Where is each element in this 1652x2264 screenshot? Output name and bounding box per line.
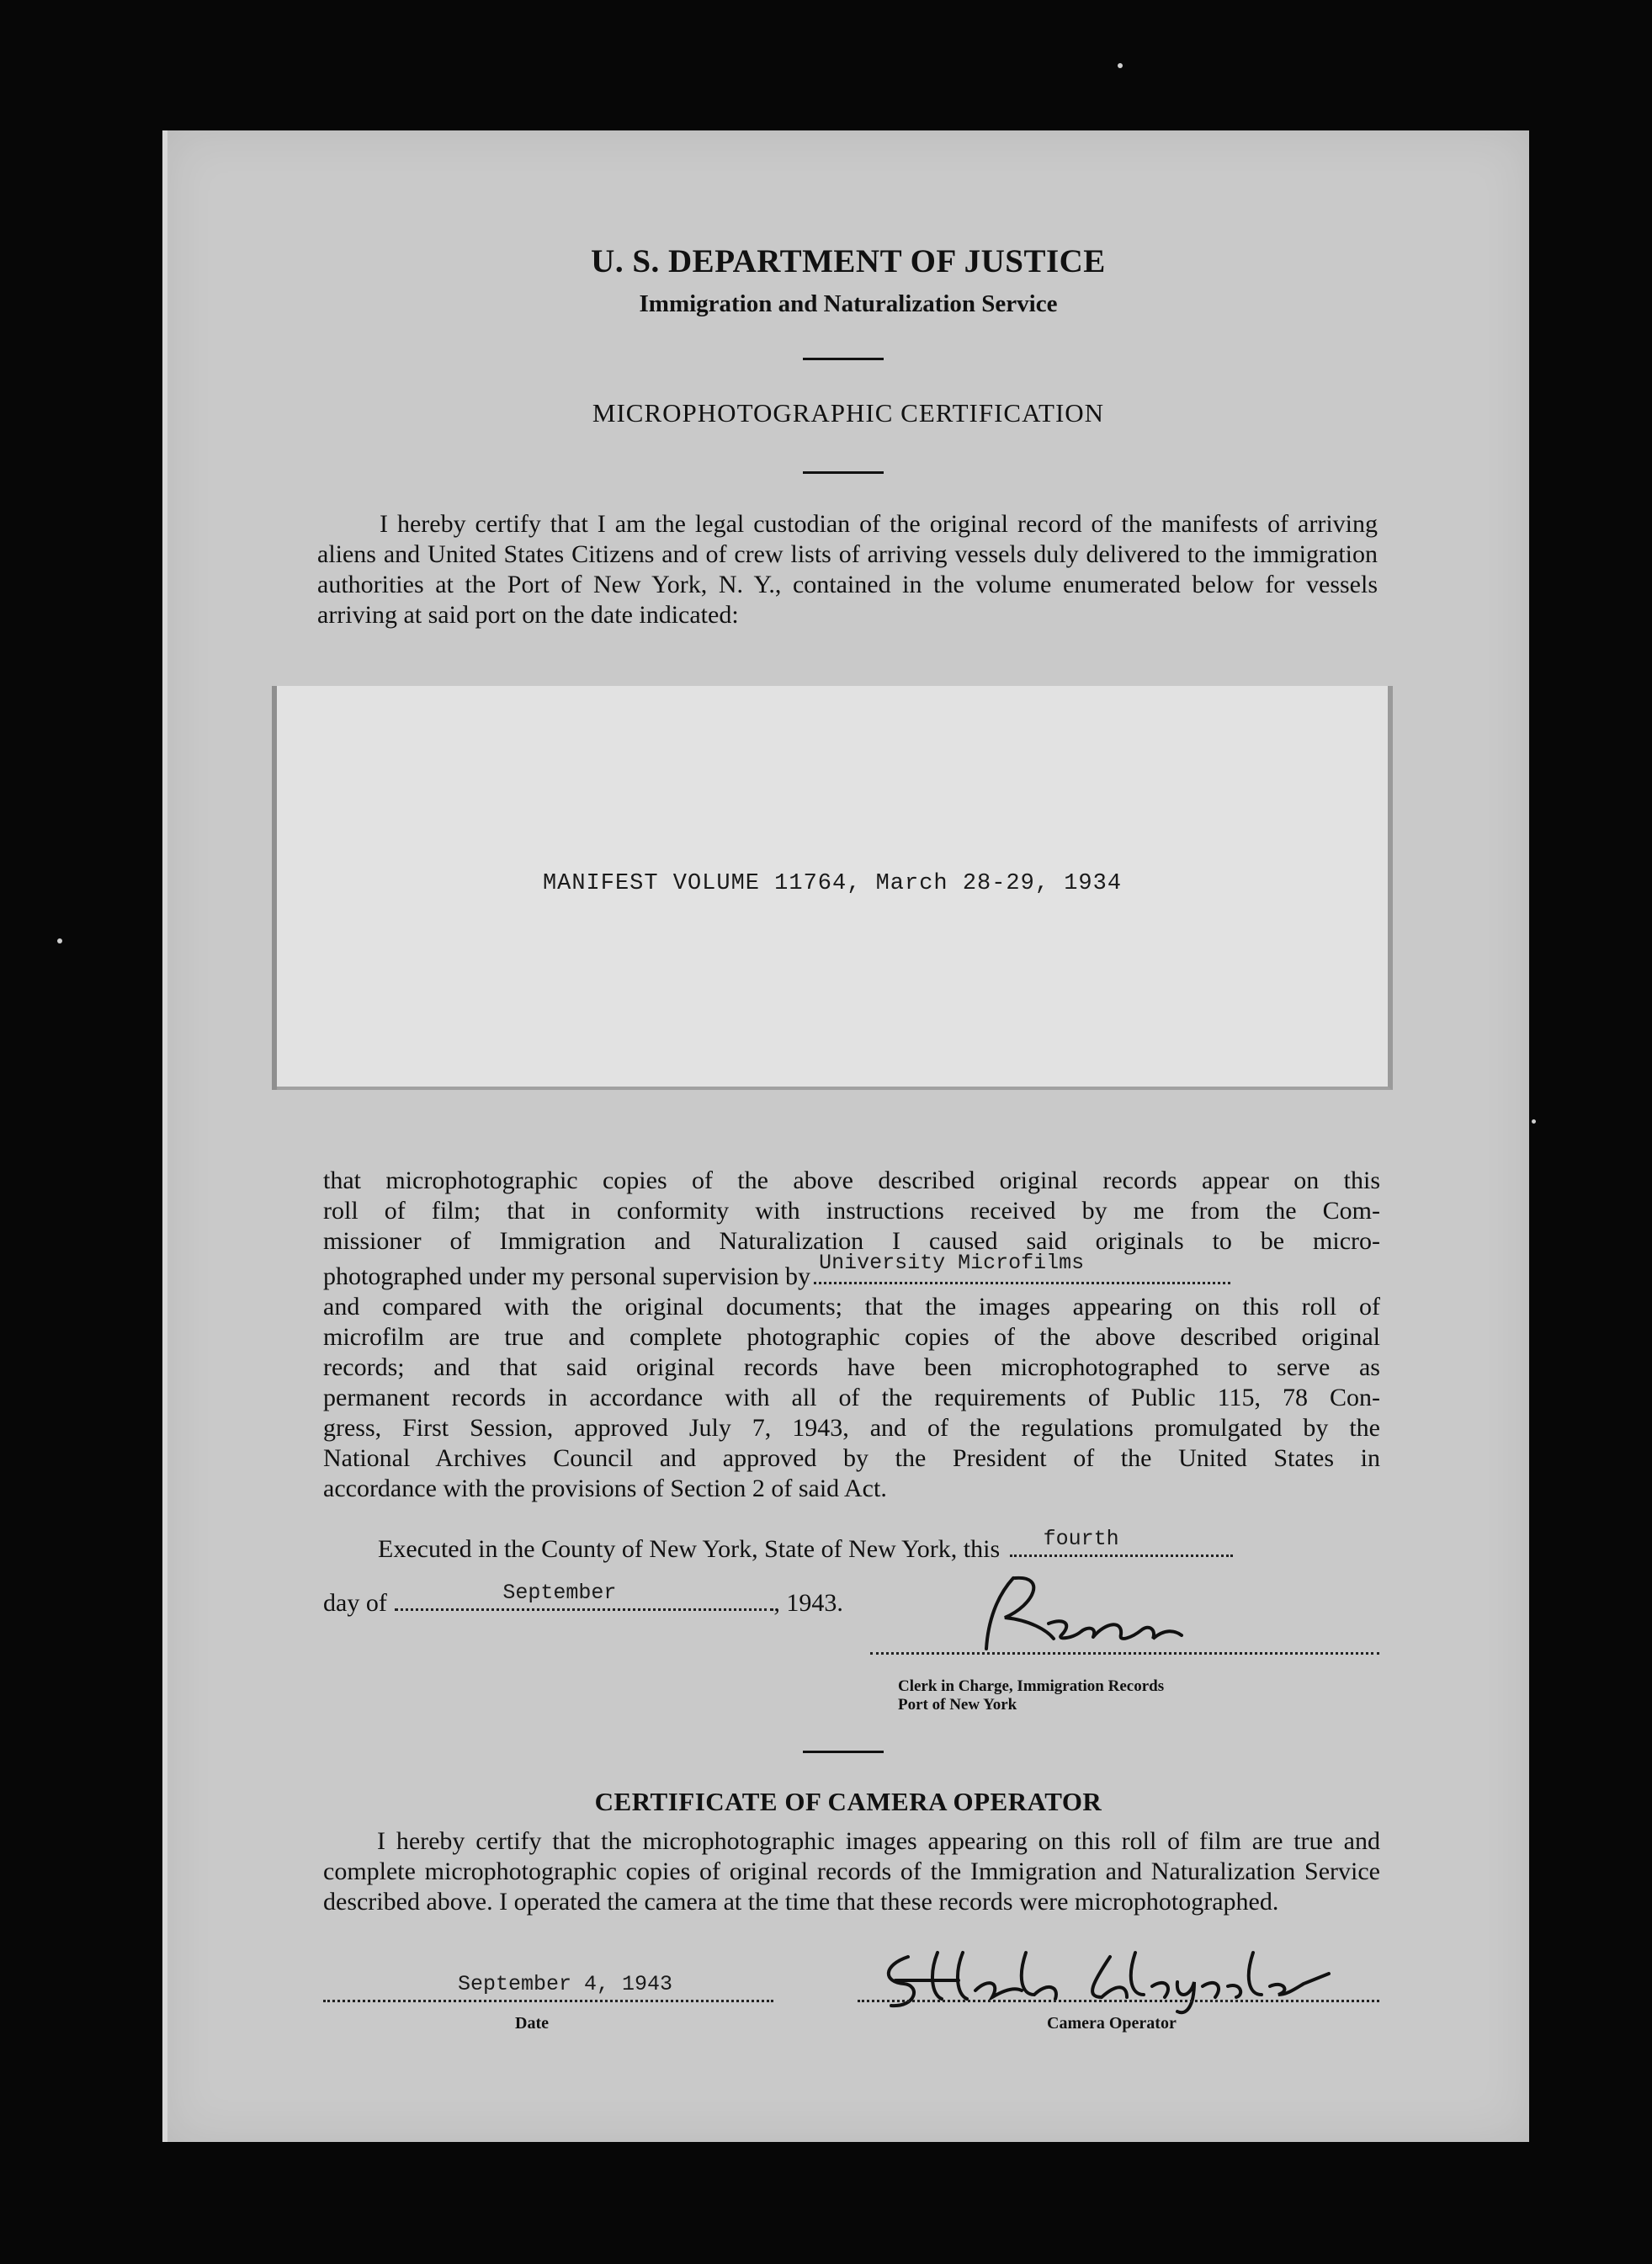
supervisor-field [814,1251,1230,1284]
divider-rule [803,358,884,360]
date-line [323,1581,843,1618]
camera-operator-label: Camera Operator [1047,2014,1177,2033]
copies-line: National Archives Council and approved by the President of the United States in [323,1444,1380,1472]
month-value: September [502,1581,617,1605]
day-of-label: day of [323,1589,387,1617]
copies-line: roll of film; that in conformity with instructions received by me from the Com- [323,1197,1380,1225]
manifest-volume-card [277,686,1393,1090]
camera-operator-signature-line [858,2000,1379,2002]
film-speck [1118,63,1123,68]
copies-line: missioner of Immigration and Naturalization I caused said originals to be micro- [323,1227,1380,1255]
copies-line: gress, First Session, approved July 7, 1943, and of the regulations promulgated by the [323,1414,1380,1442]
supervisor-value: University Microfilms [819,1251,1085,1275]
clerk-title-line: Port of New York [898,1696,1017,1714]
copies-line: records; and that said original records have been microphotographed to serve as [323,1353,1380,1381]
year-text: , 1943. [773,1589,843,1617]
clerk-title [898,1677,1164,1714]
camera-operator-signature-image [858,1948,1363,2016]
execution-prefix: Executed in the County of New York, State of New York, this [378,1535,1001,1563]
clerk-title-line: Clerk in Charge, Immigration Records [898,1677,1165,1695]
clerk-signature-line [870,1652,1379,1655]
copies-line: accordance with the provisions of Section 2 of said Act. [323,1475,887,1502]
copies-line: permanent records in accordance with all of the requirements of Public 115, 78 Con- [323,1384,1380,1411]
camera-certificate-text: I hereby certify that the microphotographic images appearing on this roll of film are true and complete microphotographic copies of original records of the Immigration and Naturalization Service described above. I operated the camera at the time that these records were microphotographed. [323,1827,1380,1916]
divider-rule [803,1751,884,1753]
divider-rule [803,471,884,474]
supervision-line [323,1251,1380,1292]
camera-certificate-title: CERTIFICATE OF CAMERA OPERATOR [594,1787,1102,1816]
department-heading: U. S. DEPARTMENT OF JUSTICE [591,243,1106,279]
manifest-volume-text: MANIFEST VOLUME 11764, March 28-29, 1934 [542,871,1123,896]
certificate-sheet [162,130,1529,2142]
camera-date-value: September 4, 1943 [458,1972,673,1996]
day-value: fourth [1043,1527,1119,1551]
copies-line: microfilm are true and complete photographic copies of the above described original [323,1323,1380,1351]
day-field [1010,1527,1233,1557]
execution-line [378,1527,1233,1564]
copies-line: and compared with the original documents; that the images appearing on this roll of [323,1293,1380,1321]
supervision-prefix: photographed under my personal supervision by [323,1262,811,1290]
film-speck [1532,1119,1536,1124]
clerk-signature-image [954,1571,1207,1655]
copies-paragraph [323,1166,1380,1504]
date-signature-line [323,2000,773,2002]
camera-date-label: Date [515,2014,549,2033]
service-subheading: Immigration and Naturalization Service [639,290,1058,317]
month-field [395,1581,773,1611]
certification-title: MICROPHOTOGRAPHIC CERTIFICATION [592,398,1105,428]
film-speck [57,938,62,943]
custodian-paragraph: I hereby certify that I am the legal custodian of the original record of the manifests of arriving aliens and United States Citizens and of crew lists of arriving vessels duly delivered to the immigration authorities at the Port of New York, N. Y., contained in the volume enumerated below for vessels arriving at said port on the date indicated: [317,510,1378,629]
copies-line: that microphotographic copies of the above described original records appear on this [323,1167,1380,1194]
